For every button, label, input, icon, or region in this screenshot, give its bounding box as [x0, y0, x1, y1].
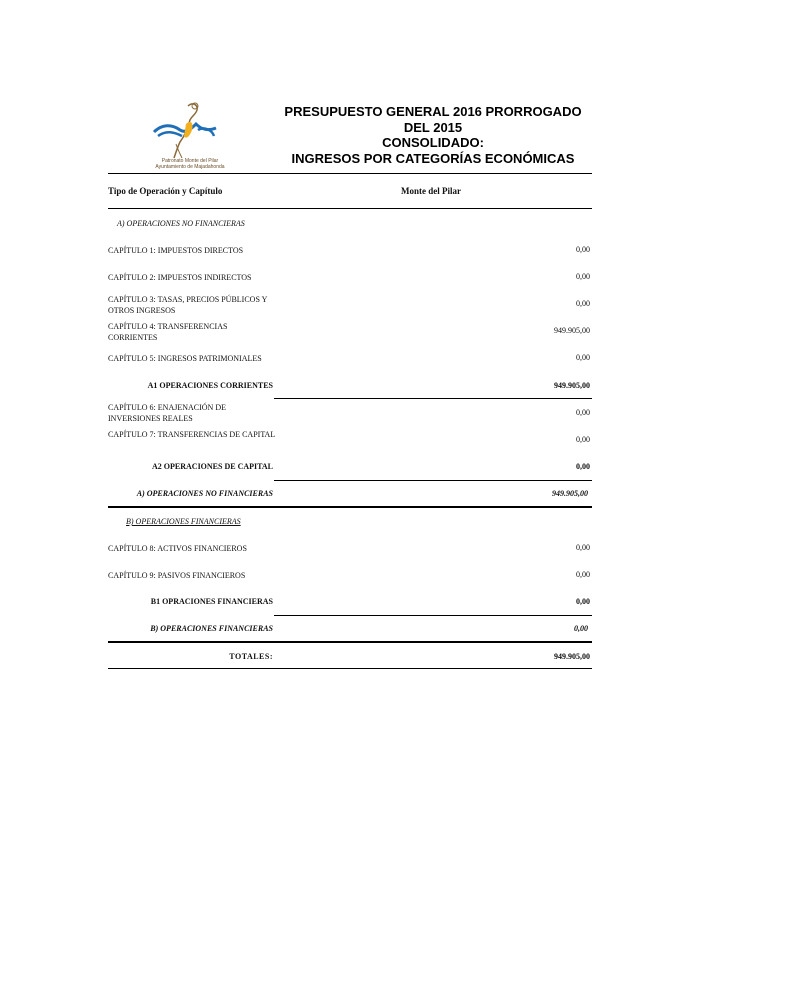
- row-cap7-label: CAPÍTULO 7: TRANSFERENCIAS DE CAPITAL: [108, 430, 276, 439]
- total-b-value: 0,00: [574, 624, 588, 633]
- total-a-rule: [108, 506, 592, 508]
- row-cap8-value: 0,00: [576, 543, 590, 552]
- totals-label: TOTALES:: [229, 652, 273, 661]
- section-b-heading: B) OPERACIONES FINANCIERAS: [126, 517, 241, 526]
- row-cap9-label: CAPÍTULO 9: PASIVOS FINANCIEROS: [108, 571, 246, 580]
- section-a-heading: A) OPERACIONES NO FINANCIERAS: [117, 219, 245, 228]
- row-cap1-value: 0,00: [576, 245, 590, 254]
- row-cap2-label: CAPÍTULO 2: IMPUESTOS INDIRECTOS: [108, 273, 252, 282]
- title-line1: PRESUPUESTO GENERAL 2016 PRORROGADO: [284, 104, 582, 119]
- column-header-entity: Monte del Pilar: [401, 186, 461, 196]
- row-cap6-value: 0,00: [576, 408, 590, 417]
- total-a-label: A) OPERACIONES NO FINANCIERAS: [136, 489, 273, 498]
- header-bottom-rule: [108, 208, 592, 209]
- totals-value: 949.905,00: [554, 652, 590, 661]
- logo-caption-line1: Patronato Monte del Pilar: [161, 158, 219, 164]
- subtotal-a2-rule: [274, 480, 592, 481]
- subtotal-a2-value: 0,00: [576, 462, 590, 471]
- row-cap1-label: CAPÍTULO 1: IMPUESTOS DIRECTOS: [108, 246, 244, 255]
- subtotal-a2-label: A2 OPERACIONES DE CAPITAL: [152, 462, 273, 471]
- row-cap3-label: CAPÍTULO 3: TASAS, PRECIOS PÚBLICOS Y OTROS INGRESOS: [108, 295, 268, 315]
- row-cap5-value: 0,00: [576, 353, 590, 362]
- title-line4: INGRESOS POR CATEGORÍAS ECONÓMICAS: [291, 150, 575, 166]
- logo-caption-line2: Ayuntamiento de Majadahonda: [155, 164, 225, 170]
- subtotal-a1-label: A1 OPERACIONES CORRIENTES: [147, 381, 273, 390]
- column-header-type: Tipo de Operación y Capítulo: [108, 186, 223, 196]
- row-cap5-label: CAPÍTULO 5: INGRESOS PATRIMONIALES: [108, 354, 262, 363]
- row-cap8-label: CAPÍTULO 8: ACTIVOS FINANCIEROS: [108, 544, 247, 553]
- total-a-value: 949.905,00: [552, 489, 588, 498]
- row-cap9-value: 0,00: [576, 570, 590, 579]
- document-title: [276, 104, 590, 166]
- header-top-rule: [108, 173, 592, 174]
- total-b-rule: [108, 641, 592, 643]
- total-b-label: B) OPERACIONES FINANCIERAS: [150, 624, 273, 633]
- row-cap6-label: CAPÍTULO 6: ENAJENACIÓN DE INVERSIONES REALES: [108, 403, 226, 423]
- subtotal-a1-rule: [274, 398, 592, 399]
- row-cap3-value: 0,00: [576, 299, 590, 308]
- subtotal-b1-label: B1 OPRACIONES FINANCIERAS: [150, 597, 273, 606]
- subtotal-b1-rule: [274, 615, 592, 616]
- title-line3: CONSOLIDADO:: [382, 135, 484, 150]
- row-cap4-value: 949.905,00: [554, 326, 590, 335]
- subtotal-a1-value: 949.905,00: [554, 381, 590, 390]
- totals-rule: [108, 668, 592, 669]
- row-cap2-value: 0,00: [576, 272, 590, 281]
- row-cap4-label: CAPÍTULO 4: TRANSFERENCIAS CORRIENTES: [108, 322, 228, 342]
- title-line2: DEL 2015: [403, 119, 463, 135]
- subtotal-b1-value: 0,00: [576, 597, 590, 606]
- logo-caption: [140, 158, 240, 170]
- row-cap7-value: 0,00: [576, 435, 590, 444]
